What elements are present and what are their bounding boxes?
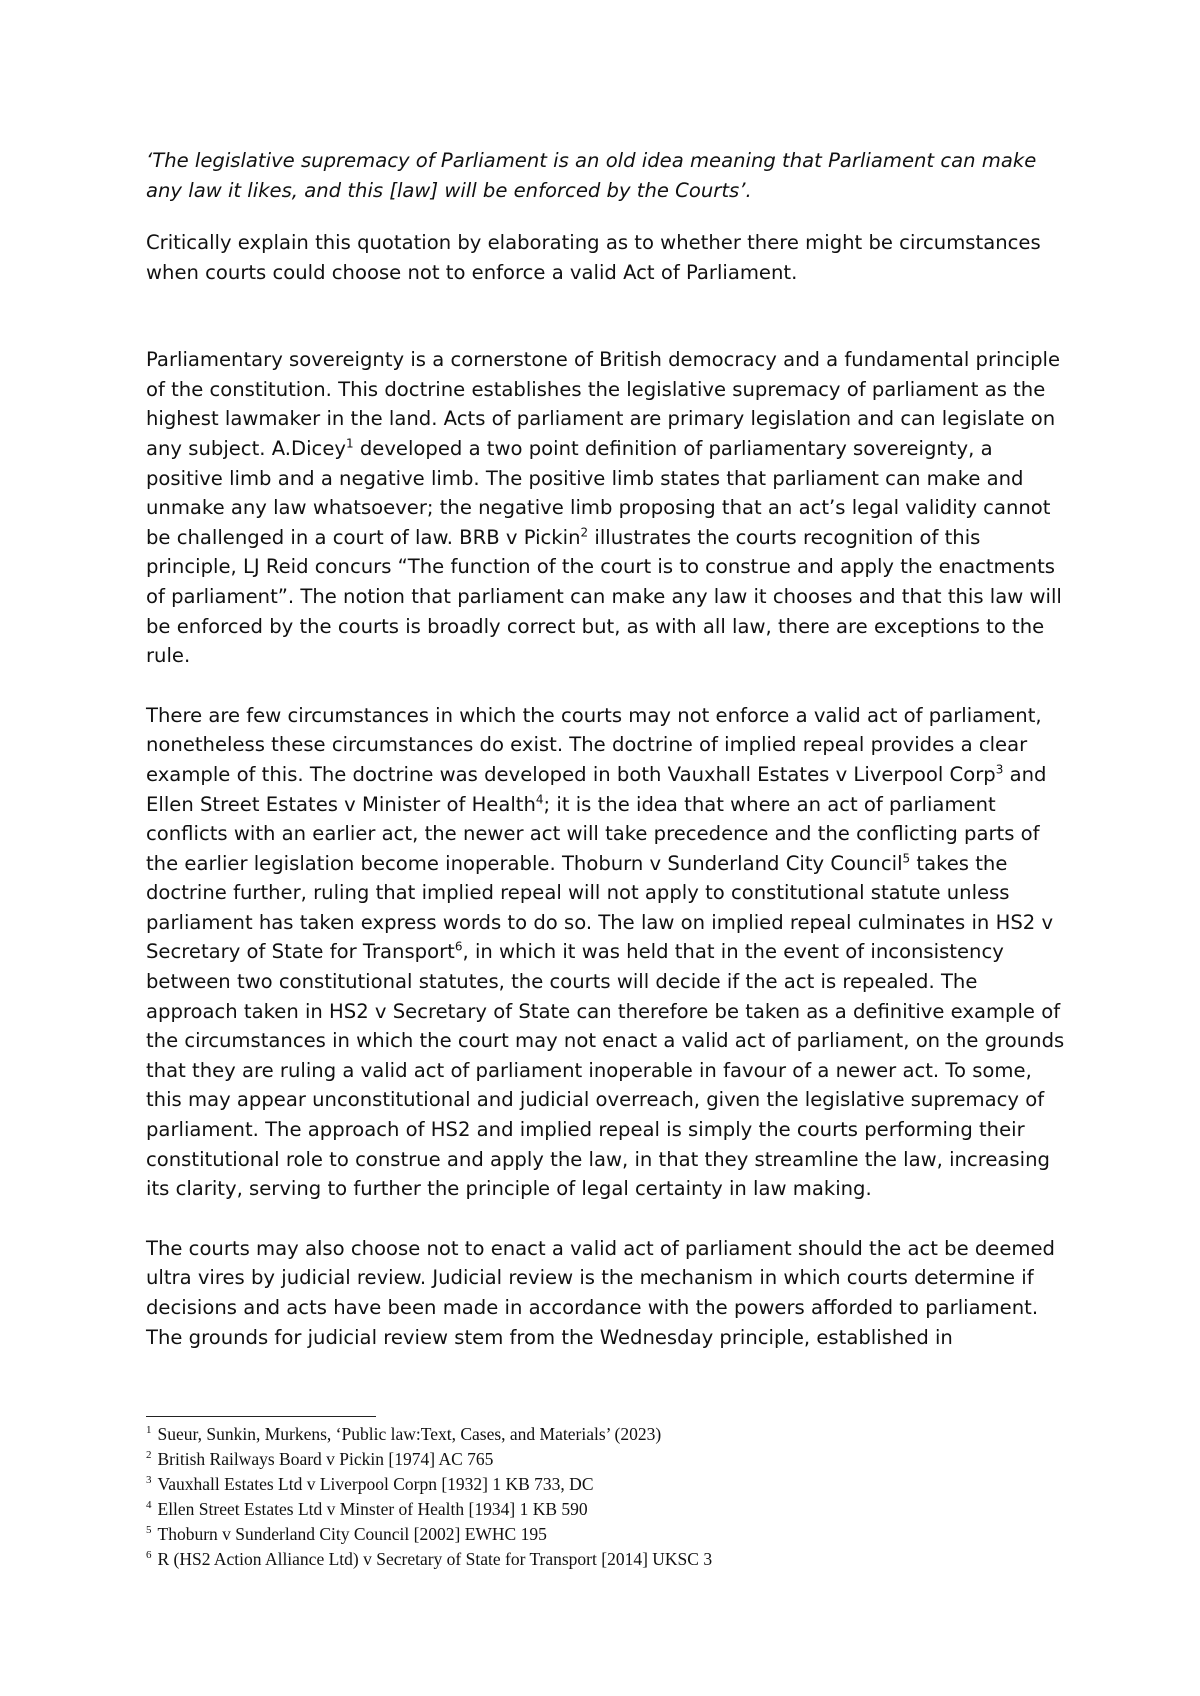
paragraph-2-text-d: takes the doctrine further, ruling that implied repeal will not apply to constitutional statute unless parliament has taken express words to do so. The law on implied repeal culminates in HS2 v Secretary of State for Transport — [146, 851, 1054, 964]
essay-quote: ‘The legislative supremacy of Parliament is an old idea meaning that Parliament can make any law it likes, and this [law] will be enforced by the Courts’. — [146, 149, 1037, 202]
footnote-ref-3[interactable]: 3 — [995, 762, 1004, 777]
paragraph-2-text-e: , in which it was held that in the event of inconsistency between two constitutional statutes, the courts will decide if the act is repealed. The approach taken in HS2 v Secretary of State can therefore be taken as a definitive example of the circumstances in which the court may not enact a valid act of parliament, on the grounds that they are ruling a valid act of parliament inoperable in favour of a newer act. To some, this may appear unconstitutional and judicial overreach, given the legislative supremacy of parliament. The approach of HS2 and implied repeal is simply the courts performing their constitutional role to construe and apply the law, in that they streamline the law, increasing its clarity, serving to further the principle of legal certainty in law making. — [146, 940, 1065, 1201]
footnote-ref-6[interactable]: 6 — [454, 939, 463, 954]
footnote-number: 5 — [146, 1524, 152, 1537]
footnote-number: 4 — [146, 1499, 152, 1512]
footnote-2 — [146, 1447, 1066, 1472]
footnote-ref-1[interactable]: 1 — [345, 436, 354, 451]
footnote-number: 1 — [146, 1424, 152, 1437]
paragraph-1-text-a: Parliamentary sovereignty is a cornerstone of British democracy and a fundamental principle of the constitution. This doctrine establishes the legislative supremacy of parliament as the highest lawmaker in the land. Acts of parliament are primary legislation and can legislate on any subject. A.Dicey — [146, 348, 1061, 460]
footnote-text: Thoburn v Sunderland City Council [2002] EWHC 195 — [157, 1524, 547, 1544]
footnote-3 — [146, 1472, 1066, 1497]
paragraph-2 — [146, 701, 1066, 1204]
paragraph-3: The courts may also choose not to enact a valid act of parliament should the act be deemed ultra vires by judicial review. Judicial review is the mechanism in which courts determine if decisions and acts have been made in accordance with the powers afforded to parliament. The grounds for judicial review stem from the Wednesday principle, established in — [146, 1236, 1055, 1349]
footnote-ref-2[interactable]: 2 — [580, 525, 589, 540]
footnote-number: 2 — [146, 1449, 152, 1462]
footnote-text: Sueur, Sunkin, Murkens, ‘Public law:Text, Cases, and Materials’ (2023) — [157, 1424, 662, 1444]
footnote-number: 6 — [146, 1549, 152, 1562]
footnote-text: British Railways Board v Pickin [1974] AC 765 — [157, 1449, 494, 1469]
paragraph-1-text-b: developed a two point definition of parliamentary sovereignty, a positive limb and a negative limb. The positive limb states that parliament can make and unmake any law whatsoever; the negative limb proposing that an act’s legal validity cannot be challenged in a court of law. BRB v Pickin — [146, 436, 1051, 549]
footnote-text: Vauxhall Estates Ltd v Liverpool Corpn [1932] 1 KB 733, DC — [157, 1474, 594, 1494]
footnote-ref-4[interactable]: 4 — [535, 791, 544, 806]
footnote-text: Ellen Street Estates Ltd v Minster of Health [1934] 1 KB 590 — [157, 1499, 588, 1519]
paragraph-1-text-c: illustrates the courts recognition of this principle, LJ Reid concurs “The function of the court is to construe and apply the enactments of parliament”. The notion that parliament can make any law it chooses and that this law will be enforced by the courts is broadly correct but, as with all law, there are exceptions to the rule. — [146, 525, 1062, 668]
paragraph-2-text-b: and Ellen Street Estates v Minister of Health — [146, 762, 1047, 816]
footnote-separator — [146, 1416, 376, 1417]
essay-question: Critically explain this quotation by elaborating as to whether there might be circumstances when courts could choose not to enforce a valid Act of Parliament. — [146, 231, 1041, 284]
paragraph-2-text-a: There are few circumstances in which the courts may not enforce a valid act of parliament, nonetheless these circumstances do exist. The doctrine of implied repeal provides a clear example of this. The doctrine was developed in both Vauxhall Estates v Liverpool Corp — [146, 703, 1042, 786]
footnote-4 — [146, 1497, 1066, 1522]
footnote-text: R (HS2 Action Alliance Ltd) v Secretary of State for Transport [2014] UKSC 3 — [157, 1549, 713, 1569]
footnote-number: 3 — [146, 1474, 152, 1487]
paragraph-2-text-c: ; it is the idea that where an act of parliament conflicts with an earlier act, the newer act will take precedence and the conflicting parts of the earlier legislation become inoperable. Thoburn v Sunderland City Council — [146, 792, 1040, 875]
document-body — [146, 146, 1066, 1352]
footnote-6 — [146, 1547, 1066, 1572]
paragraph-1 — [146, 345, 1066, 671]
footnote-ref-5[interactable]: 5 — [902, 851, 911, 866]
footnote-5 — [146, 1522, 1066, 1547]
footnotes — [146, 1422, 1066, 1572]
footnote-1 — [146, 1422, 1066, 1447]
